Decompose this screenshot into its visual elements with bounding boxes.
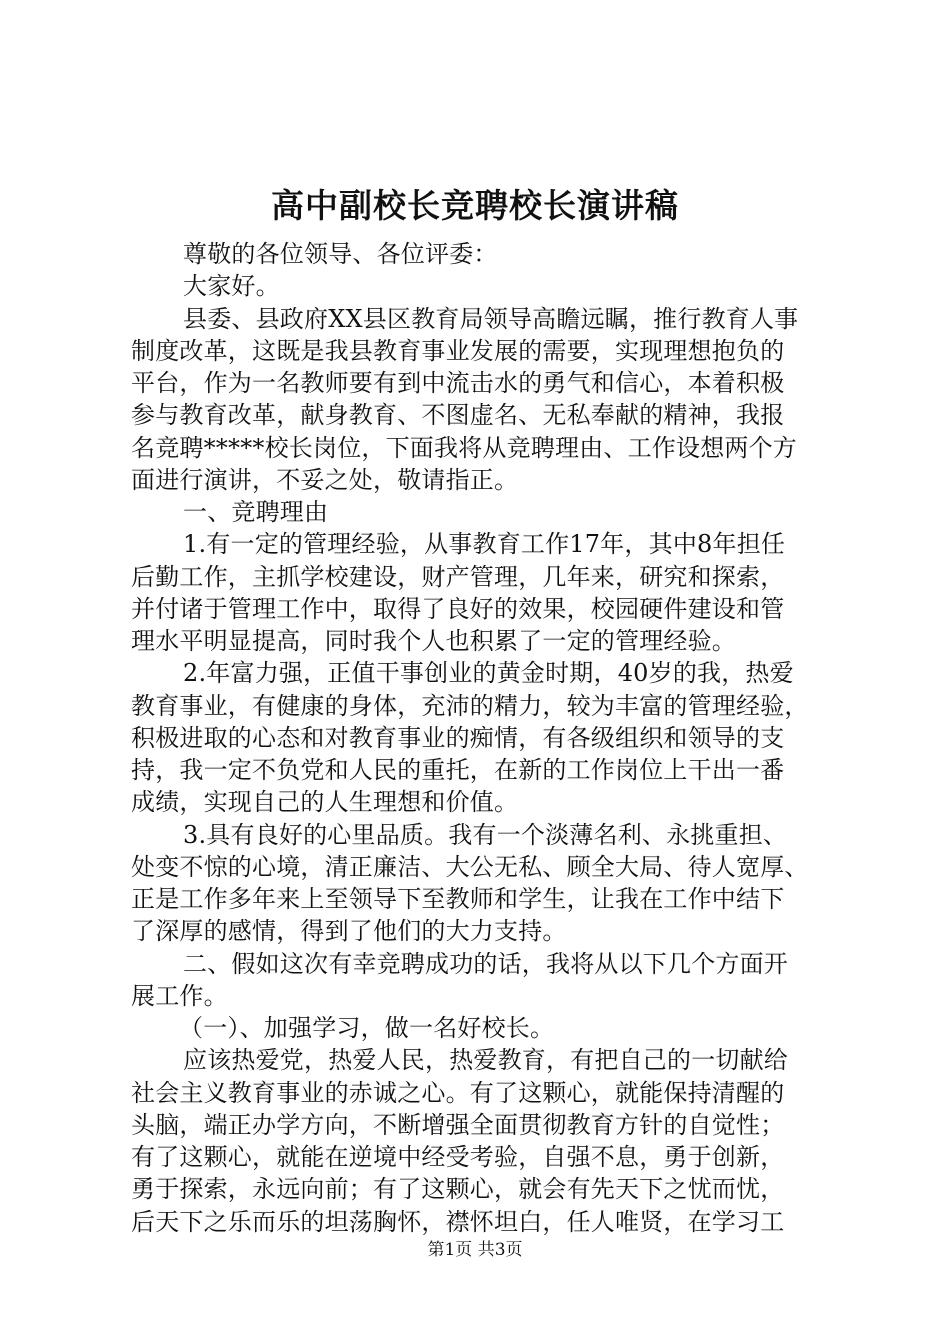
paragraph-line: 处变不惊的心境，清正廉洁、大公无私、顾全大局、待人宽厚、 xyxy=(131,852,809,881)
paragraph-line: 头脑，端正办学方向，不断增强全面贯彻教育方针的自觉性； xyxy=(131,1110,785,1139)
paragraph-line: 教育事业，有健康的身体，充沛的精力，较为丰富的管理经验， xyxy=(131,691,809,720)
paragraph-line: 并付诸于管理工作中，取得了良好的效果，校园硬件建设和管 xyxy=(131,594,785,623)
paragraph-line: 社会主义教育事业的赤诚之心。有了这颗心，就能保持清醒的 xyxy=(131,1078,785,1107)
paragraph-line: 制度改革，这既是我县教育事业发展的需要，实现理想抱负的 xyxy=(131,336,785,365)
paragraph-line: 了深厚的感情，得到了他们的大力支持。 xyxy=(131,917,567,946)
greeting: 大家好。 xyxy=(183,272,280,301)
paragraph-line: 1.有一定的管理经验，从事教育工作17年，其中8年担任 xyxy=(183,530,786,559)
paragraph-line: 勇于探索，永远向前；有了这颗心，就会有先天下之忧而忧， xyxy=(131,1175,785,1204)
paragraph-line: 成绩，实现自己的人生理想和价值。 xyxy=(131,788,519,817)
paragraph-line: 积极进取的心态和对教育事业的痴情，有各级组织和领导的支 xyxy=(131,723,785,752)
paragraph-line: 3.具有良好的心里品质。我有一个淡薄名利、永挑重担、 xyxy=(183,820,788,849)
paragraph-line: 正是工作多年来上至领导下至教师和学生，让我在工作中结下 xyxy=(131,885,785,913)
paragraph-line: 有了这颗心，就能在逆境中经受考验，自强不息，勇于创新， xyxy=(131,1143,785,1171)
paragraph-line: 持，我一定不负党和人民的重托，在新的工作岗位上干出一番 xyxy=(131,756,785,784)
subsection-heading: （一）、加强学习，做一名好校长。 xyxy=(179,1014,555,1042)
paragraph-line: 2.年富力强，正值干事创业的黄金时期，40岁的我，热爱 xyxy=(183,659,794,688)
paragraph-line: 展工作。 xyxy=(131,981,228,1010)
paragraph-line: 平台，作为一名教师要有到中流击水的勇气和信心，本着积极 xyxy=(131,369,785,397)
paragraph-line: 参与教育改革，献身教育、不图虚名、无私奉献的精神，我报 xyxy=(131,401,785,430)
salutation: 尊敬的各位领导、各位评委： xyxy=(183,240,498,268)
page-number: 第1页 共3页 xyxy=(427,1240,523,1260)
paragraph-line: 理水平明显提高，同时我个人也积累了一定的管理经验。 xyxy=(131,627,736,655)
paragraph-line: 面进行演讲，不妥之处，敬请指正。 xyxy=(131,465,519,494)
paragraph-line: 后天下之乐而乐的坦荡胸怀，襟怀坦白，任人唯贤，在学习工 xyxy=(131,1207,785,1236)
paragraph-line: 后勤工作，主抓学校建设，财产管理，几年来，研究和探索， xyxy=(131,562,785,591)
document-body xyxy=(131,238,831,1238)
section-heading: 二、假如这次有幸竞聘成功的话，我将从以下几个方面开 xyxy=(183,949,788,978)
document-title: 高中副校长竞聘校长演讲稿 xyxy=(271,186,679,225)
paragraph-line: 应该热爱党，热爱人民，热爱教育，有把自己的一切献给 xyxy=(183,1046,788,1075)
section-heading: 一、竞聘理由 xyxy=(183,498,329,526)
paragraph-line: 名竞聘*****校长岗位，下面我将从竞聘理由、工作设想两个方 xyxy=(131,433,797,462)
paragraph-line: 县委、县政府XX县区教育局领导高瞻远瞩，推行教育人事 xyxy=(183,304,799,333)
